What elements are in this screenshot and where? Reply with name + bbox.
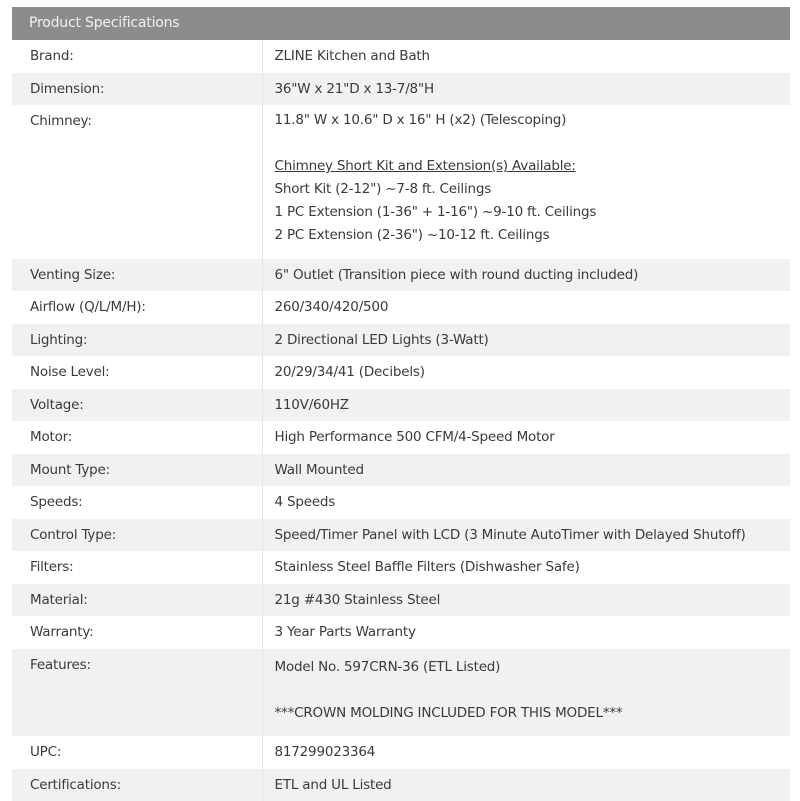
spec-label: Certifications: xyxy=(30,777,121,793)
spec-label: Dimension: xyxy=(30,81,105,97)
spec-value: 2 Directional LED Lights (3-Watt) xyxy=(274,332,489,348)
spec-label: Material: xyxy=(30,592,88,608)
spec-label: Brand: xyxy=(30,48,74,64)
spec-row-upc xyxy=(12,736,790,769)
spec-label: Warranty: xyxy=(30,624,94,640)
spec-value: ETL and UL Listed xyxy=(274,777,392,793)
spec-row-voltage xyxy=(12,389,790,421)
spec-row-mount-type xyxy=(12,454,790,486)
chimney-kit-line: 1 PC Extension (1-36" + 1-16") ~9-10 ft. Ceilings xyxy=(274,204,597,220)
spec-row-venting-size xyxy=(12,259,790,291)
features-note: ***CROWN MOLDING INCLUDED FOR THIS MODEL*** xyxy=(274,705,623,721)
spec-label: Features: xyxy=(30,657,91,673)
spec-value: Speed/Timer Panel with LCD (3 Minute AutoTimer with Delayed Shutoff) xyxy=(274,527,746,543)
spec-value: 11.8" W x 10.6" D x 16" H (x2) (Telescoping) xyxy=(274,112,567,128)
spec-value: 6" Outlet (Transition piece with round ducting included) xyxy=(274,267,639,283)
spec-value: 110V/60HZ xyxy=(274,397,349,413)
spec-row-features xyxy=(12,649,790,736)
spec-value: 20/29/34/41 (Decibels) xyxy=(274,364,425,380)
spec-row-filters xyxy=(12,551,790,584)
spec-label: Filters: xyxy=(30,559,74,575)
chimney-kit-line: Short Kit (2-12") ~7-8 ft. Ceilings xyxy=(274,181,492,197)
spec-label: Control Type: xyxy=(30,527,117,543)
spec-row-dimension xyxy=(12,73,790,105)
spec-value: 4 Speeds xyxy=(274,494,336,510)
spec-value: Model No. 597CRN-36 (ETL Listed) xyxy=(274,659,501,675)
spec-value: 260/340/420/500 xyxy=(274,299,389,315)
spec-row-noise-level xyxy=(12,356,790,389)
spec-label: Chimney: xyxy=(30,113,92,129)
spec-label: Noise Level: xyxy=(30,364,110,380)
spec-value: 36"W x 21"D x 13-7/8"H xyxy=(274,81,434,97)
spec-row-motor xyxy=(12,421,790,454)
spec-label: Speeds: xyxy=(30,494,83,510)
spec-value: 817299023364 xyxy=(274,744,376,760)
spec-row-speeds xyxy=(12,486,790,519)
spec-value: High Performance 500 CFM/4-Speed Motor xyxy=(274,429,555,445)
spec-value: Stainless Steel Baffle Filters (Dishwasher Safe) xyxy=(274,559,580,575)
spec-label: Venting Size: xyxy=(30,267,116,283)
product-specifications-panel xyxy=(12,7,790,801)
chimney-kit-heading: Chimney Short Kit and Extension(s) Available: xyxy=(274,158,576,174)
spec-row-airflow xyxy=(12,291,790,324)
spec-label: Airflow (Q/L/M/H): xyxy=(30,299,146,315)
spec-row-chimney xyxy=(12,105,790,259)
spec-row-brand xyxy=(12,40,790,73)
spec-label: Voltage: xyxy=(30,397,84,413)
spec-value: 3 Year Parts Warranty xyxy=(274,624,416,640)
spec-label: Motor: xyxy=(30,429,73,445)
spec-label: Lighting: xyxy=(30,332,88,348)
spec-row-control-type xyxy=(12,519,790,551)
spec-value: 21g #430 Stainless Steel xyxy=(274,592,441,608)
spec-row-lighting xyxy=(12,324,790,356)
spec-table xyxy=(12,40,790,801)
spec-row-certifications xyxy=(12,769,790,801)
chimney-kit-line: 2 PC Extension (2-36") ~10-12 ft. Ceilings xyxy=(274,227,550,243)
spec-label: Mount Type: xyxy=(30,462,110,478)
spec-label: UPC: xyxy=(30,744,62,760)
panel-title: Product Specifications xyxy=(12,7,790,40)
spec-value: Wall Mounted xyxy=(274,462,364,478)
spec-row-material xyxy=(12,584,790,616)
spec-value: ZLINE Kitchen and Bath xyxy=(274,48,430,64)
spec-row-warranty xyxy=(12,616,790,649)
